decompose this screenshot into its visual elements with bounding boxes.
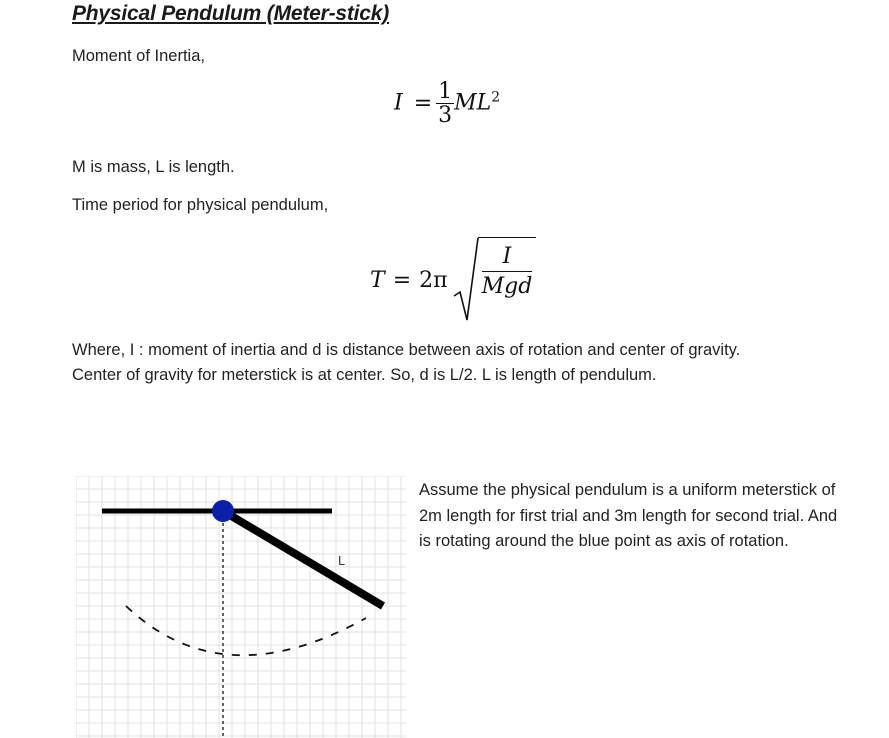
inertia-formula bbox=[394, 80, 500, 127]
period-symbol: T bbox=[370, 267, 385, 293]
length-label: L bbox=[338, 554, 345, 568]
fraction-numerator: I bbox=[502, 243, 512, 269]
fraction-denominator: 3 bbox=[438, 103, 453, 129]
inertia-symbol: I bbox=[394, 90, 403, 116]
two-pi-coefficient: 2π bbox=[419, 267, 448, 293]
mass-length-note: M is mass, L is length. bbox=[72, 158, 235, 176]
mass-length-term: ML bbox=[454, 90, 492, 116]
square-root-symbol bbox=[452, 236, 480, 324]
assumption-text: Assume the physical pendulum is a uniform meterstick of 2m length for first trial and 3m length for second trial. And is rotating around the blue point as axis of rotation. bbox=[419, 481, 838, 550]
fraction-numerator: 1 bbox=[438, 79, 453, 104]
meterstick-rod bbox=[223, 511, 383, 606]
period-formula bbox=[370, 236, 536, 324]
swing-arc bbox=[126, 606, 366, 655]
explanation-line-1: Where, I : moment of inertia and d is distance between axis of rotation and center of gravity. bbox=[72, 341, 741, 359]
sqrt-radicand bbox=[478, 237, 537, 300]
moment-of-inertia-label: Moment of Inertia, bbox=[72, 47, 205, 65]
page-title: Physical Pendulum (Meter-stick) bbox=[72, 2, 390, 25]
equals-sign: = bbox=[392, 267, 412, 293]
background-grid bbox=[76, 476, 406, 738]
one-third-fraction bbox=[436, 80, 454, 127]
time-period-label: Time period for physical pendulum, bbox=[72, 196, 329, 214]
pendulum-diagram bbox=[76, 476, 406, 738]
pivot-point bbox=[212, 500, 234, 522]
fraction-bar bbox=[482, 271, 533, 272]
fraction-denominator: Mgd bbox=[481, 274, 533, 299]
exponent: 2 bbox=[491, 89, 501, 106]
explanation-line-2: Center of gravity for meterstick is at center. So, d is L/2. L is length of pendulum. bbox=[72, 366, 657, 384]
equals-sign: = bbox=[413, 90, 433, 116]
